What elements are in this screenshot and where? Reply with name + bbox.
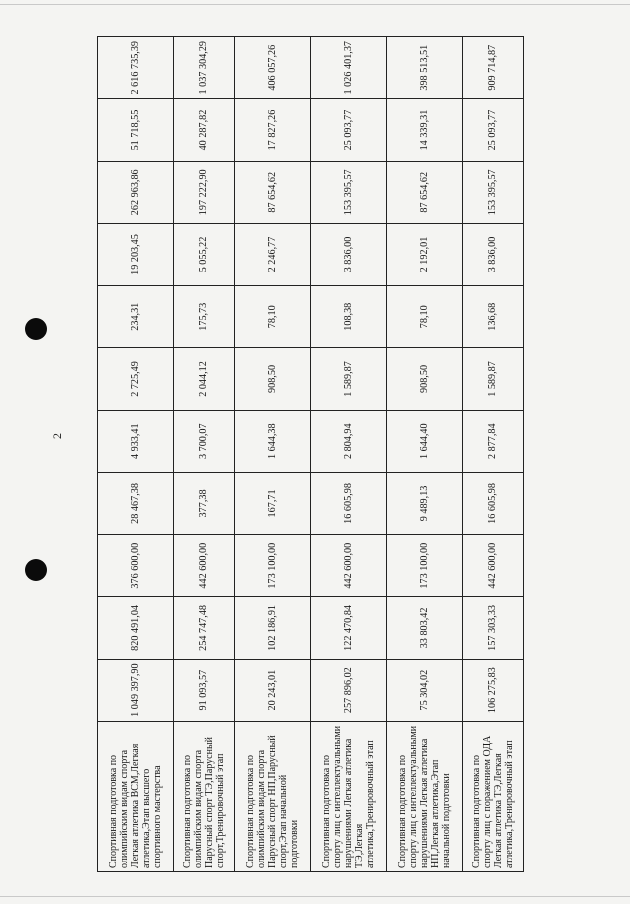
- table-row: [235, 37, 311, 872]
- value-cell: 40 287,82: [173, 99, 234, 161]
- table-row: [386, 37, 462, 872]
- value-cell: 173 100,00: [386, 535, 462, 597]
- value-cell: 91 093,57: [173, 659, 234, 721]
- value-cell: 17 827,26: [235, 99, 311, 161]
- value-cell: 1 644,40: [386, 410, 462, 472]
- value-cell: 2 725,49: [98, 348, 174, 410]
- value-cell: 157 303,33: [462, 597, 523, 659]
- value-cell: 19 203,45: [98, 223, 174, 285]
- row-description: Спортивная подготовка по олимпийским видам спорта Легкая атлетика ВСМ,Легкая атлетика,Этап высшего спортивного мастерства: [98, 721, 174, 871]
- value-cell: 197 222,90: [173, 161, 234, 223]
- value-cell: 406 057,26: [235, 37, 311, 99]
- value-cell: 376 600,00: [98, 535, 174, 597]
- row-description: Спортивная подготовка по олимпийским видам спорта Парусный спорт НП,Парусный спорт,Этап начальной подготовки: [235, 721, 311, 871]
- value-cell: 136,68: [462, 286, 523, 348]
- value-cell: 2 192,01: [386, 223, 462, 285]
- value-cell: 87 654,62: [235, 161, 311, 223]
- value-cell: 122 470,84: [310, 597, 386, 659]
- value-cell: 1 049 397,90: [98, 659, 174, 721]
- value-cell: 5 055,22: [173, 223, 234, 285]
- page-number: 2: [50, 433, 64, 439]
- table-row: [173, 37, 234, 872]
- value-cell: 1 644,38: [235, 410, 311, 472]
- value-cell: 3 836,00: [462, 223, 523, 285]
- value-cell: 262 963,86: [98, 161, 174, 223]
- scan-edge-top: [0, 4, 630, 5]
- value-cell: 175,73: [173, 286, 234, 348]
- value-cell: 398 513,51: [386, 37, 462, 99]
- value-cell: 87 654,62: [386, 161, 462, 223]
- row-description: Спортивная подготовка по спорту лиц с поражением ОДА Легкая атлетика ТЭ,Легкая атлетика,Тренировочный этап: [462, 721, 523, 871]
- value-cell: 108,38: [310, 286, 386, 348]
- value-cell: 2 804,94: [310, 410, 386, 472]
- row-description: Спортивная подготовка по спорту лиц с интеллектуальными нарушениями Легкая атлетика НП,Легкая атлетика,Этап начальной подготовки: [386, 721, 462, 871]
- value-cell: 51 718,55: [98, 99, 174, 161]
- value-cell: 1 589,87: [462, 348, 523, 410]
- value-cell: 33 803,42: [386, 597, 462, 659]
- row-description: Спортивная подготовка по олимпийским видам спорта Парусный спорт ТЭ,Парусный спорт,Тренировочный этап: [173, 721, 234, 871]
- value-cell: 908,50: [235, 348, 311, 410]
- value-cell: 254 747,48: [173, 597, 234, 659]
- value-cell: 106 275,83: [462, 659, 523, 721]
- value-cell: 9 489,13: [386, 472, 462, 534]
- punch-hole-bottom: [25, 559, 47, 581]
- table-body: [98, 37, 524, 872]
- value-cell: 167,71: [235, 472, 311, 534]
- value-cell: 14 339,31: [386, 99, 462, 161]
- value-cell: 173 100,00: [235, 535, 311, 597]
- value-cell: 1 026 401,37: [310, 37, 386, 99]
- row-description: Спортивная подготовка по спорту лиц с интеллектуальными нарушениями Легкая атлетика ТЭ,Легкая атлетика,Тренировочный этап: [310, 721, 386, 871]
- value-cell: 3 700,07: [173, 410, 234, 472]
- value-cell: 25 093,77: [462, 99, 523, 161]
- value-cell: 2 246,77: [235, 223, 311, 285]
- value-cell: 78,10: [386, 286, 462, 348]
- scan-edge-bottom: [0, 896, 630, 897]
- value-cell: 909 714,87: [462, 37, 523, 99]
- value-cell: 2 877,84: [462, 410, 523, 472]
- value-cell: 153 395,57: [310, 161, 386, 223]
- value-cell: 16 605,98: [310, 472, 386, 534]
- value-cell: 4 933,41: [98, 410, 174, 472]
- value-cell: 25 093,77: [310, 99, 386, 161]
- table-row: [98, 37, 174, 872]
- value-cell: 75 304,02: [386, 659, 462, 721]
- value-cell: 1 037 304,29: [173, 37, 234, 99]
- value-cell: 908,50: [386, 348, 462, 410]
- value-cell: 1 589,87: [310, 348, 386, 410]
- value-cell: 257 896,02: [310, 659, 386, 721]
- value-cell: 78,10: [235, 286, 311, 348]
- value-cell: 2 044,12: [173, 348, 234, 410]
- value-cell: 16 605,98: [462, 472, 523, 534]
- value-cell: 20 243,01: [235, 659, 311, 721]
- value-cell: 102 186,91: [235, 597, 311, 659]
- value-cell: 28 467,38: [98, 472, 174, 534]
- value-cell: 234,31: [98, 286, 174, 348]
- table-row: [462, 37, 523, 872]
- punch-hole-top: [25, 318, 47, 340]
- value-cell: 442 600,00: [462, 535, 523, 597]
- table-row: [310, 37, 386, 872]
- value-cell: 442 600,00: [310, 535, 386, 597]
- value-cell: 3 836,00: [310, 223, 386, 285]
- value-cell: 2 616 735,39: [98, 37, 174, 99]
- rotated-table-container: [97, 36, 524, 872]
- value-cell: 820 491,04: [98, 597, 174, 659]
- value-cell: 153 395,57: [462, 161, 523, 223]
- value-cell: 442 600,00: [173, 535, 234, 597]
- value-cell: 377,38: [173, 472, 234, 534]
- budget-table: [97, 36, 524, 872]
